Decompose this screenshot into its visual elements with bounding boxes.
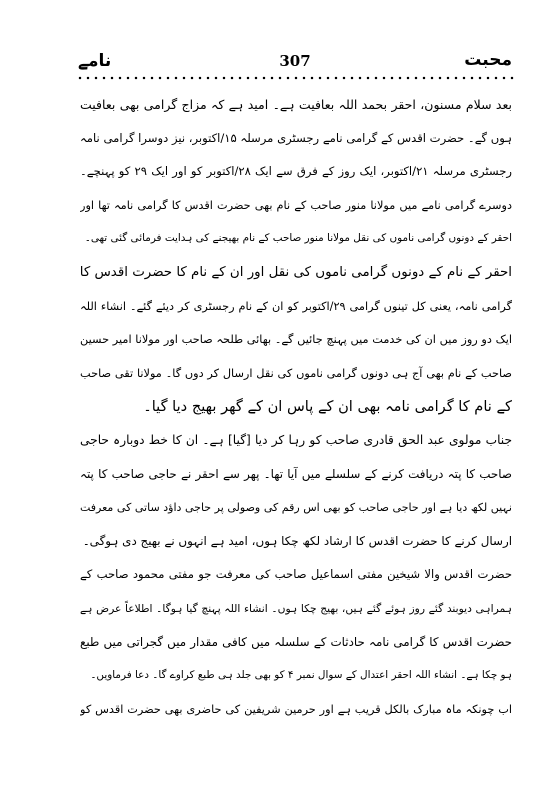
text-line: بعد سلام مسنون، احقر بحمد اللہ بعافیت ہے۔ امید ہے کہ مزاج گرامی بھی بعافیت bbox=[80, 97, 512, 112]
header-dotted-rule bbox=[76, 76, 514, 80]
text-line: ارسال کرنے کا حضرت اقدس کا ارشاد لکھ چکا ہوں، امید ہے انہوں نے بھیج دی ہوگی۔ bbox=[82, 533, 512, 548]
text-line: گرامی نامہ، یعنی کل تینوں گرامی ۲۹/اکتوبر کو ان کے نام رجسٹری کر دیئے گئے۔ انشاء اللہ bbox=[80, 299, 512, 313]
text-line: ہمراہی دیوبند گئے روز ہوئے گئے ہیں، بھیج چکا ہوں۔ انشاء اللہ پہنچ گیا ہوگا۔ اطلاعاً عرض ہے bbox=[80, 601, 512, 615]
text-line: رجسٹری مرسلہ ۲۱/اکتوبر، ایک روز کے فرق سے ایک ۲۸/اکتوبر کو اور ایک ۲۹ کو پہنچے۔ bbox=[80, 164, 512, 179]
text-line: ہو چکا ہے۔ انشاء اللہ احقر اعتدال کے سوال نمبر ۴ کو بھی جلد ہی طبع کراوے گا۔ دعا فرماویں۔ bbox=[90, 669, 512, 682]
text-line: جناب مولوی عبد الحق قادری صاحب کو رہا کر دیا [گیا] ہے۔ ان کا خط دوبارہ حاجی bbox=[80, 432, 512, 447]
text-line: احقر کے دونوں گرامی ناموں کی نقل مولانا منور صاحب کے نام بھیجنے کی ہدایت فرمائی گئی تھی۔ bbox=[84, 232, 512, 245]
page-number: 307 bbox=[279, 52, 311, 70]
text-line: ہوں گے۔ حضرت اقدس کے گرامی نامے رجسٹری مرسلہ ۱۵/اکتوبر، نیز دوسرا گرامی نامہ bbox=[80, 130, 512, 145]
text-line: اب چونکہ ماہ مبارک بالکل قریب ہے اور حرمین شریفین کی حاضری بھی حضرت اقدس کو bbox=[80, 702, 512, 716]
text-line: حضرت اقدس والا شیخین مفتی اسماعیل صاحب کی معرفت جو مفتی محمود صاحب کے bbox=[80, 567, 512, 582]
text-line: صاحب کے نام بھی آج ہی دونوں گرامی ناموں کی نقل ارسال کر دوں گا۔ مولانا تقی صاحب bbox=[80, 366, 512, 380]
text-line: دوسرے گرامی نامے میں مولانا منور صاحب کے نام بھی حضرت اقدس کا گرامی نامہ تھا اور bbox=[80, 198, 512, 212]
text-line: کے نام کا گرامی نامہ بھی ان کے پاس ان کے گھر بھیج دیا گیا۔ bbox=[143, 398, 512, 416]
text-line: ایک دو روز میں ان کی خدمت میں پہنچ جائیں گے۔ بھائی طلحہ صاحب اور مولانا امیر حسین bbox=[80, 333, 512, 347]
text-line: احقر کے نام کے دونوں گرامی ناموں کی نقل اور ان کے نام کا حضرت اقدس کا bbox=[80, 264, 512, 280]
page-header bbox=[78, 50, 512, 72]
letter-body bbox=[80, 88, 512, 726]
running-title-right: محبت bbox=[464, 50, 512, 70]
text-line: صاحب کا پتہ دریافت کرنے کے سلسلے میں آیا تھا۔ پھر سے احقر نے حاجی صاحب کا پتہ bbox=[80, 466, 512, 481]
running-title-left: نامے bbox=[78, 51, 112, 71]
text-line: نہیں لکھ دیا ہے اور حاجی صاحب کو بھی اس رقم کی وصولی پر حاجی داؤد ساتی کی معرفت bbox=[80, 501, 512, 515]
text-line: حضرت اقدس کا گرامی نامہ حادثات کے سلسلہ میں کافی مقدار میں گجراتی میں طبع bbox=[80, 634, 512, 649]
